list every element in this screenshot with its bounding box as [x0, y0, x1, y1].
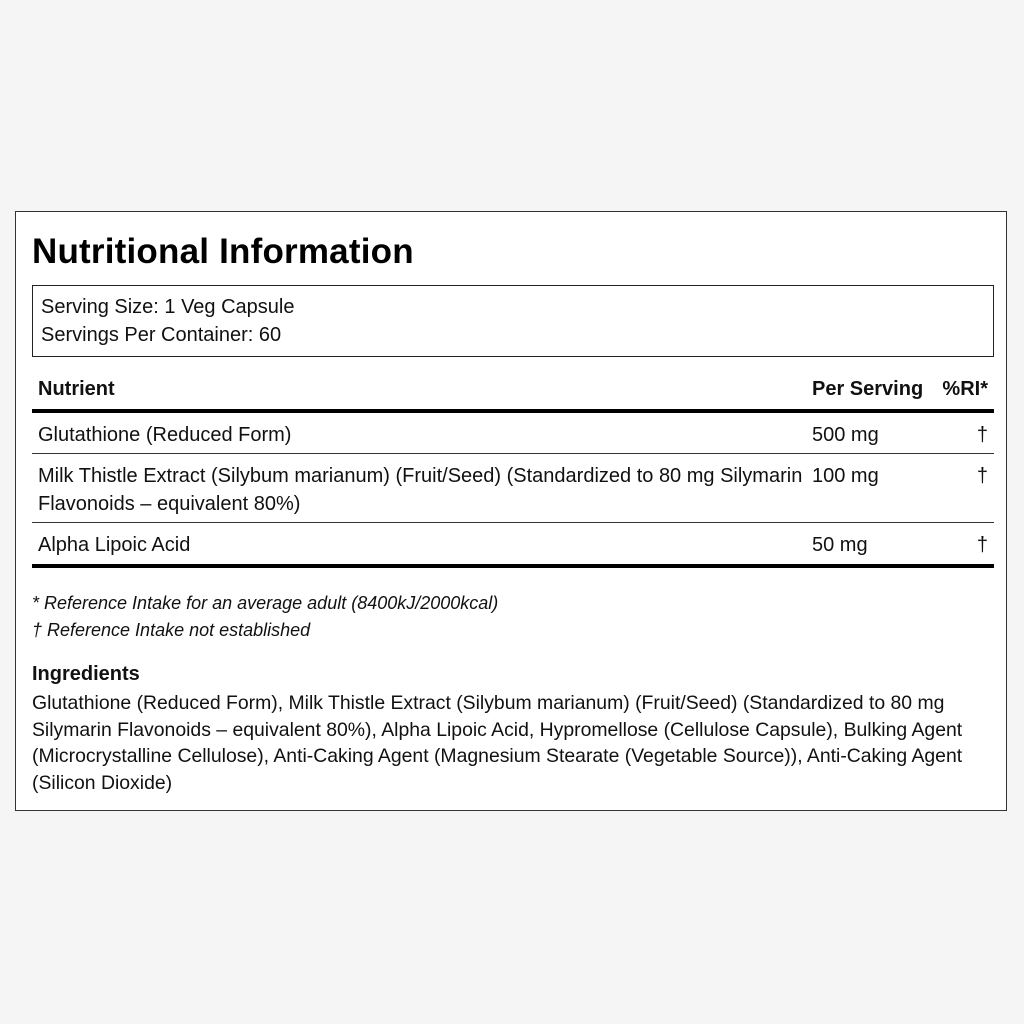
- nutrition-panel: [15, 211, 1007, 811]
- footnote-reference-intake: * Reference Intake for an average adult (8400kJ/2000kcal): [32, 593, 499, 613]
- row-nutrient: Alpha Lipoic Acid: [38, 534, 191, 556]
- row-nutrient: Glutathione (Reduced Form): [38, 424, 292, 446]
- row-amount: 100 mg: [812, 465, 879, 487]
- row-ri: †: [976, 465, 988, 487]
- row-amount: 500 mg: [812, 424, 879, 446]
- nutrient-table: [32, 369, 994, 568]
- table-header: [32, 369, 994, 409]
- row-ri: †: [976, 424, 988, 446]
- table-bottom-divider: [32, 564, 994, 568]
- servings-per-container: Servings Per Container: 60: [41, 324, 282, 346]
- row-nutrient: Milk Thistle Extract (Silybum marianum) (Fruit/Seed) (Standardized to 80 mg Silymarin Flavonoids – equivalent 80%): [38, 465, 803, 515]
- table-row: [32, 413, 994, 454]
- footnote-not-established: † Reference Intake not established: [32, 620, 311, 640]
- row-amount: 50 mg: [812, 534, 868, 556]
- ingredients-list: Glutathione (Reduced Form), Milk Thistle Extract (Silybum marianum) (Fruit/Seed) (Standardized to 80 mg Silymarin Flavonoids – equivalent 80%), Alpha Lipoic Acid, Hypromellose (Cellulose Capsule), Bulking Agent (Microcrystalline Cellulose), Anti-Caking Agent (Magnesium Stearate (Vegetable Source)), Anti-Caking Agent (Silicon Dioxide): [32, 692, 963, 794]
- header-per-serving: Per Serving: [812, 377, 924, 400]
- serving-size: Serving Size: 1 Veg Capsule: [41, 296, 295, 318]
- panel-title: Nutritional Information: [32, 232, 414, 271]
- header-ri: %RI*: [942, 377, 988, 400]
- header-nutrient: Nutrient: [38, 377, 115, 400]
- footnotes: [32, 590, 498, 644]
- ingredients-heading: Ingredients: [32, 663, 140, 685]
- serving-info-box: [32, 285, 994, 357]
- table-row: [32, 523, 994, 564]
- table-row: [32, 454, 994, 523]
- row-ri: †: [976, 534, 988, 556]
